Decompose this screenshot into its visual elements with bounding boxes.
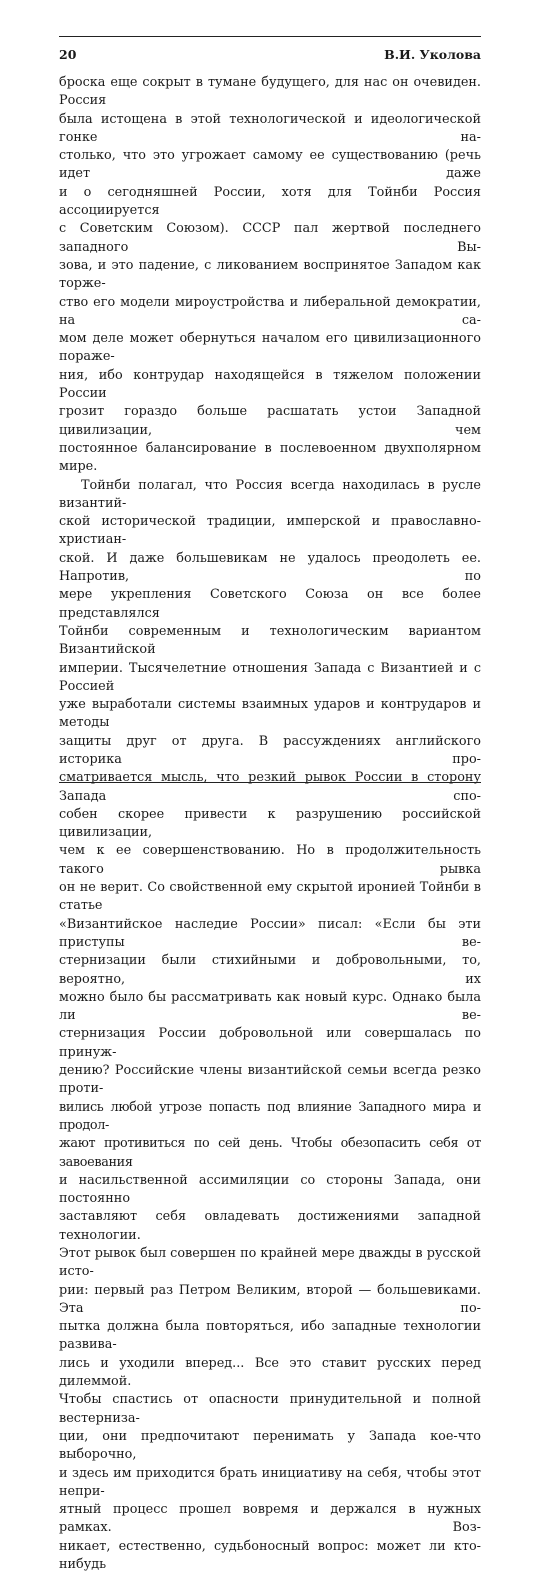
- text-line: мом деле может обернуться началом его цивилизационного пораже-: [59, 331, 481, 365]
- text-line: Тойнби полагал, что Россия всегда находилась в русле византий-: [59, 477, 481, 511]
- header-rule: [59, 36, 481, 37]
- text-line: защиты друг от друга. В рассуждениях английского историка про-: [59, 733, 481, 767]
- body-text: [59, 74, 481, 1574]
- text-line: с Советским Союзом). СССР пал жертвой последнего западного Вы-: [59, 221, 481, 255]
- text-line: грозит гораздо больше расшатать устои Западной цивилизации, чем: [59, 404, 481, 438]
- text-line: империи. Тысячелетние отношения Запада с Византией и с Россией: [59, 660, 481, 694]
- text-line: ской исторической традиции, имперской и православно-христиан-: [59, 514, 481, 548]
- text-line: лись и уходили вперед... Все это ставит русских перед дилеммой.: [59, 1355, 481, 1390]
- text-line: броска еще сокрыт в тумане будущего, для нас он очевиден. Россия: [59, 75, 481, 109]
- running-head-author: В.И. Уколова: [384, 47, 481, 62]
- text-line: пытка должна была повторяться, ибо западные технологии развива-: [59, 1319, 481, 1353]
- text-line: была истощена в этой технологической и идеологической гонке на-: [59, 111, 481, 145]
- page-number: 20: [59, 47, 77, 62]
- text-line: зова, и это падение, с ликованием воспринятое Западом как торже-: [59, 257, 481, 292]
- text-line: уже выработали системы взаимных ударов и контрударов и методы: [59, 697, 481, 731]
- text-line: никает, естественно, судьбоносный вопрос: может ли кто-нибудь: [59, 1538, 481, 1573]
- text-line: рии: первый раз Петром Великим, второй — большевиками. Эта по-: [59, 1282, 481, 1316]
- text-line: и здесь им приходится брать инициативу на себя, чтобы этот непри-: [59, 1465, 481, 1499]
- text-line: и насильственной ассимиляции со стороны Запада, они постоянно: [59, 1172, 481, 1207]
- text-line: собен скорее привести к разрушению российской цивилизации,: [59, 806, 481, 841]
- text-line: постоянное балансирование в послевоенном двухполярном мире.: [59, 440, 481, 475]
- text-line: мере укрепления Советского Союза он все более представлялся: [59, 587, 481, 621]
- text-line: Тойнби современным и технологическим вариантом Византийской: [59, 623, 481, 658]
- text-line: ятный процесс прошел вовремя и держался в нужных рамках. Воз-: [59, 1502, 481, 1536]
- text-line: дению? Российские члены византийской семьи всегда резко проти-: [59, 1063, 481, 1097]
- text-line: сматривается мысль, что резкий рывок России в сторону Запада спо-: [59, 770, 481, 804]
- text-line: чем к ее совершенствованию. Но в продолжительность такого рывка: [59, 843, 481, 877]
- text-line: ской. И даже большевикам не удалось преодолеть ее. Напротив, по: [59, 550, 481, 585]
- footer-rule: [59, 782, 481, 783]
- text-line: можно было бы рассматривать как новый курс. Однако была ли ве-: [59, 989, 481, 1024]
- text-line: стернизация России добровольной или совершалась по принуж-: [59, 1026, 481, 1060]
- text-line: жают противиться по сей день. Чтобы обезопасить себя от завоевания: [59, 1136, 481, 1170]
- text-line: ции, они предпочитают перенимать у Запада кое-что выборочно,: [59, 1428, 481, 1463]
- text-line: вились любой угрозе попасть под влияние Западного мира и продол-: [59, 1099, 481, 1133]
- page-header: [59, 47, 481, 65]
- text-line: заставляют себя овладевать достижениями западной технологии.: [59, 1209, 481, 1243]
- text-line: и о сегодняшней России, хотя для Тойнби Россия ассоциируется: [59, 184, 481, 219]
- text-line: стернизации были стихийными и добровольными, то, вероятно, их: [59, 953, 481, 987]
- text-line: ния, ибо контрудар находящейся в тяжелом положении России: [59, 367, 481, 402]
- text-line: «Византийское наследие России» писал: «Если бы эти приступы ве-: [59, 916, 481, 950]
- text-line: ство его модели мироустройства и либеральной демократии, на са-: [59, 294, 481, 328]
- text-line: Чтобы спастись от опасности принудительной и полной вестерниза-: [59, 1392, 481, 1426]
- text-line: столько, что это угрожает самому ее существованию (речь идет даже: [59, 148, 481, 182]
- text-line: Этот рывок был совершен по крайней мере дважды в русской исто-: [59, 1246, 481, 1280]
- text-line: он не верит. Со свойственной ему скрытой иронией Тойнби в статье: [59, 880, 481, 914]
